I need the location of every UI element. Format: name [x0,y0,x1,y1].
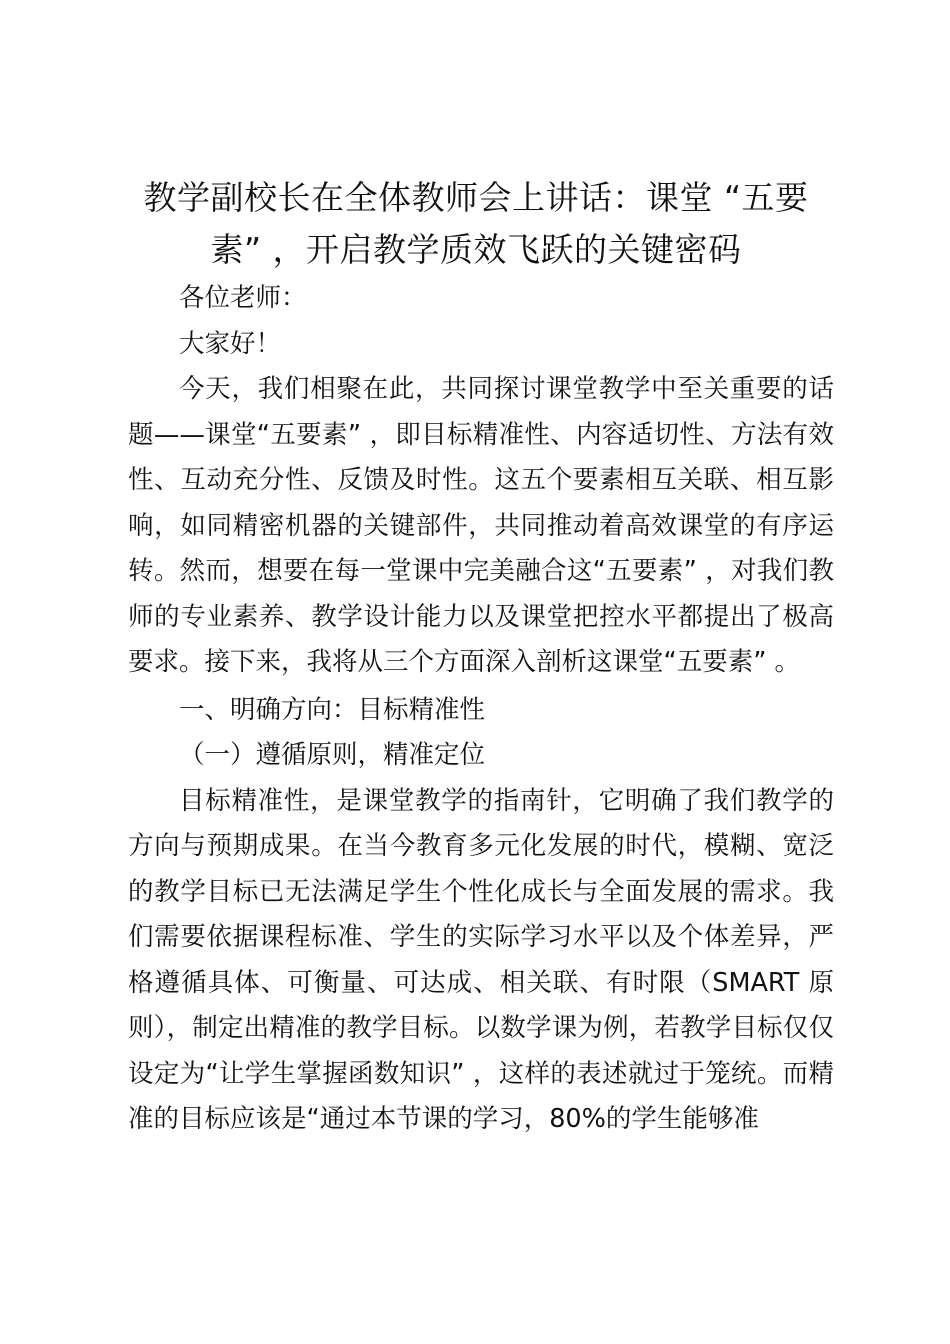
salutation: 各位老师： [179,283,307,313]
greeting: 大家好！ [179,328,282,359]
document-title: 教学副校长在全体教师会上讲话：课堂 “五要素” ，开启教学质效飞跃的关键密码 [143,178,809,269]
intro-paragraph: 今天，我们相聚在此，共同探讨课堂教学中至关重要的话题——课堂“五要素” ，即目标精准性、内容适切性、方法有效性、互动充分性、反馈及时性。这五个要素相互关联、相互影响，如同精密机器的关键部件，共同推动着高效课堂的有序运转。然而，想要在每一堂课中完美融合这“五要素” ，对我们教师的专业素养、教学设计能力以及课堂把控水平都提出了极高要求。接下来，我将从三个方面深入剖析这课堂“五要素” 。 [128,374,834,677]
document-body [128,276,834,1143]
subsection-heading-1: （一）遵循原则，精准定位 [179,740,486,770]
body-paragraph-1: 目标精准性，是课堂教学的指南针，它明确了我们教学的方向与预期成果。在当今教育多元化发展的时代，模糊、宽泛的教学目标已无法满足学生个性化成长与全面发展的需求。我们需要依据课程标准、学生的实际学习水平以及个体差异，严格遵循具体、可衡量、可达成、相关联、有时限（SMART 原则），制定出精准的教学目标。以数学课为例，若教学目标仅仅设定为“让学生掌握函数知识” ，这样的表述就过于笼统。而精准的目标应该是“通过本节课的学习，80%的学生能够准 [128,785,834,1134]
section-heading-1: 一、明确方向：目标精准性 [179,694,486,725]
